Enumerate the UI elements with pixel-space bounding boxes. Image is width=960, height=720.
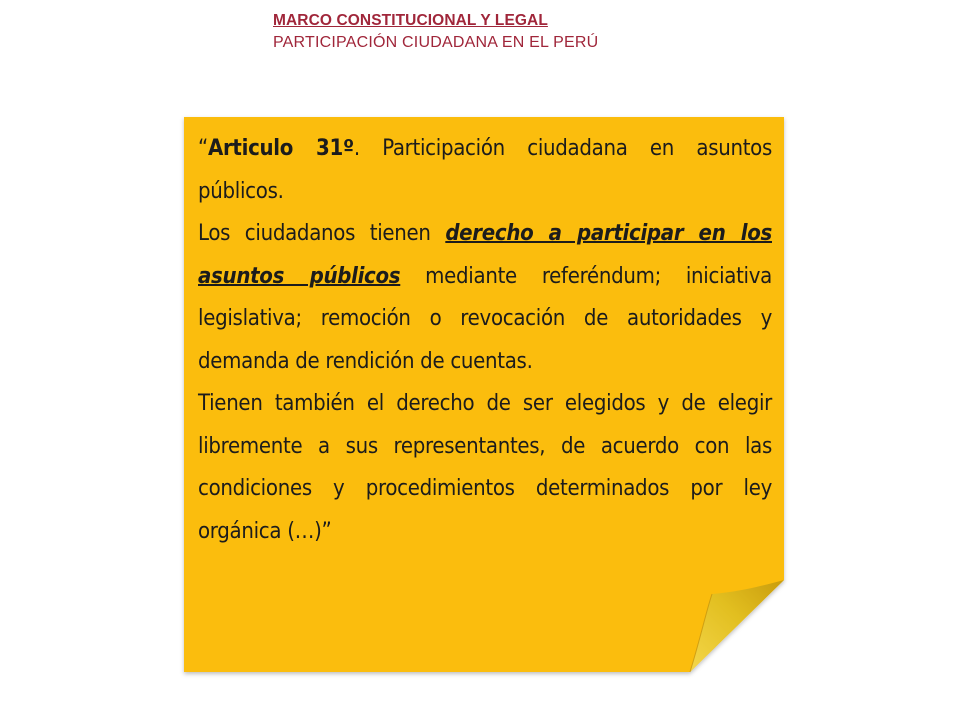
slide-subtitle: PARTICIPACIÓN CIUDADANA EN EL PERÚ [273,34,599,51]
paragraph-1-end: mediante referéndum; iniciativa legislativa; remoción o revocación de autoridades y demanda de rendición de cuentas. [198,263,772,374]
open-quote: “ [198,136,208,161]
article-heading [198,128,772,213]
emphasized-right: derecho a participar en los asuntos públicos [198,221,772,289]
paragraph-1-start: Los ciudadanos tienen [198,221,446,246]
article-paragraph-1 [198,213,772,383]
article-title: . Participación ciudadana en asuntos públicos. [198,136,772,204]
article-number: Articulo 31º [207,136,354,161]
article-paragraph-2: Tienen también el derecho de ser elegidos y de elegir libremente a sus representantes, de acuerdo con las condiciones y procedimientos determinados por ley orgánica (…)” [198,391,772,544]
slide-title: MARCO CONSTITUCIONAL Y LEGAL [273,12,548,29]
article-text [198,128,772,553]
